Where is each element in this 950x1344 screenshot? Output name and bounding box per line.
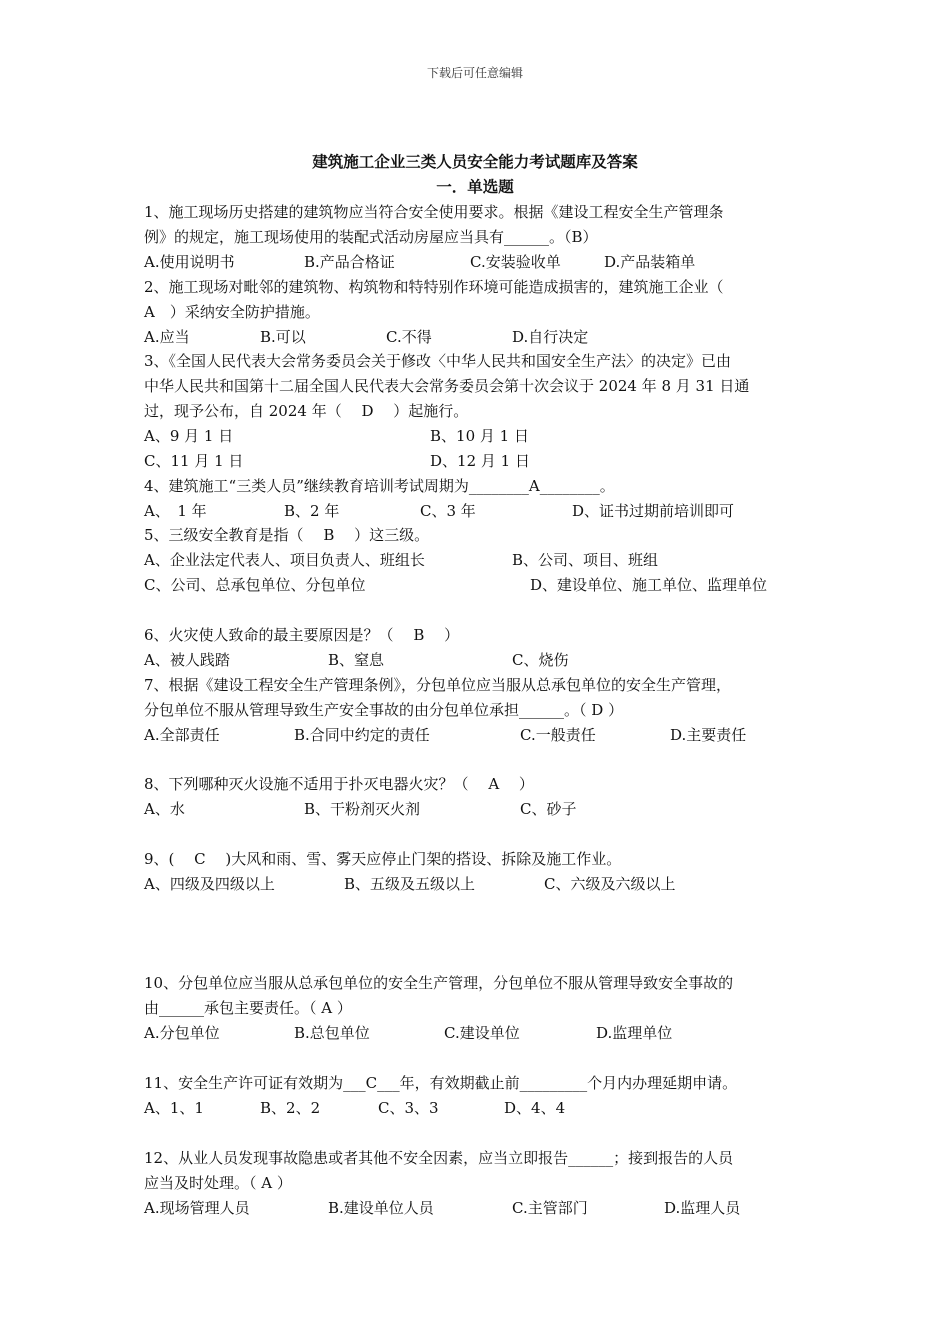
question-6-option-a: A、被人践踏 xyxy=(144,651,230,669)
question-10-option-b: B.总包单位 xyxy=(294,1024,370,1042)
question-7-option-c: C.一般责任 xyxy=(520,726,596,744)
question-12-option-a: A.现场管理人员 xyxy=(144,1199,250,1217)
question-10-line-1: 10、分包单位应当服从总承包单位的安全生产管理，分包单位不服从管理导致安全事故的 xyxy=(144,974,734,992)
question-1-option-d: D.产品装箱单 xyxy=(604,253,696,271)
question-1-option-a: A.使用说明书 xyxy=(144,253,235,271)
question-6-line-1: 6、火灾使人致命的最主要原因是？（ B ） xyxy=(144,626,460,644)
question-4-option-b: B、2 年 xyxy=(284,502,340,520)
question-9-line-1: 9、( C )大风和雨、雪、雾天应停止门架的搭设、拆除及施工作业。 xyxy=(144,850,622,868)
question-4-option-d: D、证书过期前培训即可 xyxy=(572,502,735,520)
question-4-option-a: A、 1 年 xyxy=(144,502,207,520)
question-3-line-3: 过，现予公布，自 2024 年（ D ）起施行。 xyxy=(144,402,469,420)
question-3-option-a: A、9 月 1 日 xyxy=(144,427,234,445)
question-2-option-b: B.可以 xyxy=(260,328,306,346)
question-1-line-2: 例》的规定，施工现场使用的装配式活动房屋应当具有______。（B） xyxy=(144,228,598,246)
question-11-option-c: C、3、3 xyxy=(378,1099,439,1117)
question-10-option-c: C.建设单位 xyxy=(444,1024,520,1042)
question-1-line-1: 1、施工现场历史搭建的建筑物应当符合安全使用要求。根据《建设工程安全生产管理条 xyxy=(144,203,724,221)
question-11-option-b: B、2、2 xyxy=(260,1099,321,1117)
question-7-line-2: 分包单位不服从管理导致生产安全事故的由分包单位承担______。（ D ） xyxy=(144,701,624,719)
question-3-line-1: 3、《全国人民代表大会常务委员会关于修改〈中华人民共和国安全生产法〉的决定》已由 xyxy=(144,352,732,370)
question-12-line-2: 应当及时处理。（ A ） xyxy=(144,1174,292,1192)
question-12-option-b: B.建设单位人员 xyxy=(328,1199,434,1217)
question-6-option-c: C、烧伤 xyxy=(512,651,569,669)
question-12-line-1: 12、从业人员发现事故隐患或者其他不安全因素，应当立即报告______；接到报告的人员 xyxy=(144,1149,734,1167)
question-4-line-1: 4、建筑施工“三类人员”继续教育培训考试周期为________A________。 xyxy=(144,477,615,495)
question-10-line-2: 由______承包主要责任。（ A ） xyxy=(144,999,352,1017)
question-3-option-d: D、12 月 1 日 xyxy=(430,452,530,470)
question-9-option-a: A、四级及四级以上 xyxy=(144,875,275,893)
question-5-option-d: D、建设单位、施工单位、监理单位 xyxy=(530,576,768,594)
question-10-option-a: A.分包单位 xyxy=(144,1024,220,1042)
question-10-option-d: D.监理单位 xyxy=(596,1024,673,1042)
question-7-option-a: A.全部责任 xyxy=(144,726,220,744)
question-9-option-c: C、六级及六级以上 xyxy=(544,875,676,893)
question-2-line-2: A ）采纳安全防护措施。 xyxy=(144,303,320,321)
question-1-option-c: C.安装验收单 xyxy=(470,253,561,271)
question-2-option-a: A.应当 xyxy=(144,328,190,346)
question-8-option-a: A、水 xyxy=(144,800,185,818)
question-2-option-c: C.不得 xyxy=(386,328,432,346)
question-8-option-c: C、砂子 xyxy=(520,800,577,818)
question-5-option-c: C、公司、总承包单位、分包单位 xyxy=(144,576,366,594)
question-7-option-b: B.合同中约定的责任 xyxy=(294,726,430,744)
question-7-option-d: D.主要责任 xyxy=(670,726,747,744)
question-12-option-d: D.监理人员 xyxy=(664,1199,741,1217)
question-2-line-1: 2、施工现场对毗邻的建筑物、构筑物和特特别作环境可能造成损害的，建筑施工企业（ xyxy=(144,278,724,296)
question-11-option-d: D、4、4 xyxy=(504,1099,566,1117)
question-5-option-b: B、公司、项目、班组 xyxy=(512,551,659,569)
question-2-option-d: D.自行决定 xyxy=(512,328,589,346)
question-8-option-b: B、干粉剂灭火剂 xyxy=(304,800,421,818)
document-title: 建筑施工企业三类人员安全能力考试题库及答案 xyxy=(312,152,638,171)
question-6-option-b: B、窒息 xyxy=(328,651,385,669)
question-7-line-1: 7、根据《建设工程安全生产管理条例》，分包单位应当服从总承包单位的安全生产管理， xyxy=(144,676,732,694)
question-5-line-1: 5、三级安全教育是指（ B ）这三级。 xyxy=(144,526,430,544)
question-3-option-c: C、11 月 1 日 xyxy=(144,452,244,470)
section-heading: 一．单选题 xyxy=(436,177,514,196)
question-9-option-b: B、五级及五级以上 xyxy=(344,875,476,893)
question-1-option-b: B.产品合格证 xyxy=(304,253,395,271)
question-3-line-2: 中华人民共和国第十二届全国人民代表大会常务委员会第十次会议于 2024 年 8 月 31 日通 xyxy=(144,377,750,395)
question-11-line-1: 11、安全生产许可证有效期为___C___年，有效期截止前_________个月内办理延期申请。 xyxy=(144,1074,738,1092)
question-5-option-a: A、企业法定代表人、项目负责人、班组长 xyxy=(144,551,425,569)
question-4-option-c: C、3 年 xyxy=(420,502,476,520)
question-3-option-b: B、10 月 1 日 xyxy=(430,427,529,445)
page-header-note: 下载后可任意编辑 xyxy=(426,66,523,80)
question-8-line-1: 8、下列哪种灭火设施不适用于扑灭电器火灾？（ A ） xyxy=(144,775,534,793)
question-12-option-c: C.主管部门 xyxy=(512,1199,588,1217)
question-11-option-a: A、1、1 xyxy=(144,1099,204,1117)
